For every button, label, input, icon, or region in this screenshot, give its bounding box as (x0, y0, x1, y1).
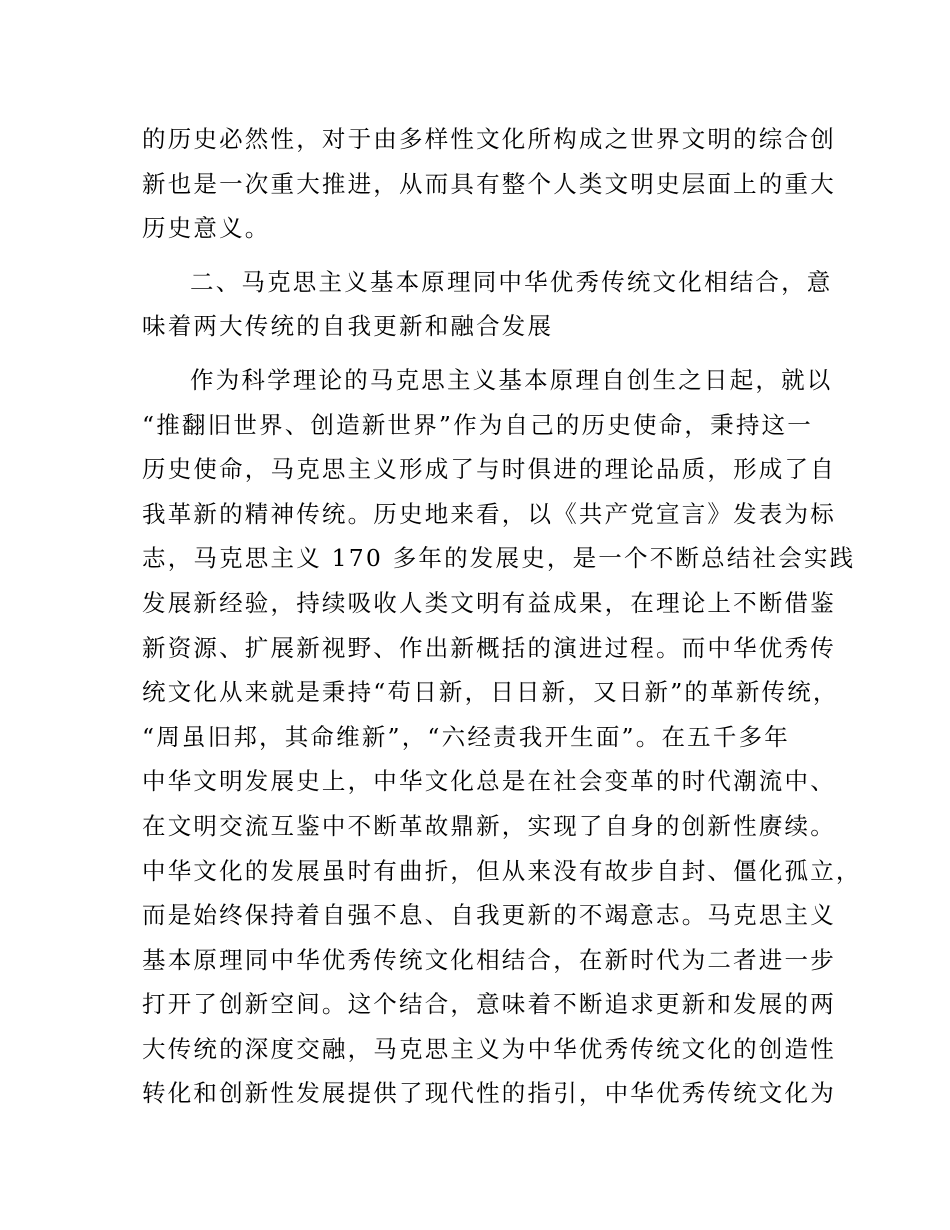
text-line: 基本原理同中华优秀传统文化相结合，在新时代为二者进一步 (142, 945, 836, 974)
text-line: 新资源、扩展新视野、作出新概括的演进过程。而中华优秀传 (142, 633, 836, 662)
section-heading (142, 260, 833, 349)
text-line: 而是始终保持着自强不息、自我更新的不竭意志。马克思主义 (142, 901, 836, 930)
text-line: 我革新的精神传统。历史地来看，以《共产党宣言》发表为标 (142, 499, 836, 528)
heading-line: 二、马克思主义基本原理同中华优秀传统文化相结合，意 (190, 267, 833, 296)
heading-line: 味着两大传统的自我更新和融合发展 (142, 312, 554, 341)
text-line: 中华文明发展史上，中华文化总是在社会变革的时代潮流中、 (142, 767, 836, 796)
text-line: 在文明交流互鉴中不断革故鼎新，实现了自身的创新性赓续。 (142, 811, 836, 840)
text-line: 历史意义。 (142, 214, 271, 243)
text-line: 转化和创新性发展提供了现代性的指引，中华优秀传统文化为 (142, 1079, 836, 1108)
text-line: 新也是一次重大推进，从而具有整个人类文明史层面上的重大 (142, 169, 836, 198)
paragraph-conclusion (142, 117, 836, 251)
text-line: 历史使命，马克思主义形成了与时俱进的理论品质，形成了自 (142, 455, 836, 484)
paragraph-body (142, 358, 862, 1116)
text-line: 作为科学理论的马克思主义基本原理自创生之日起，就以 (190, 365, 833, 394)
text-line: “推翻旧世界、创造新世界”作为自己的历史使命，秉持这一 (142, 410, 813, 439)
text-line: 统文化从来就是秉持“苟日新，日日新，又日新”的革新传统， (142, 678, 839, 707)
text-line: 大传统的深度交融，马克思主义为中华优秀传统文化的创造性 (142, 1034, 836, 1063)
text-line: 发展新经验，持续吸收人类文明有益成果，在理论上不断借鉴 (142, 588, 836, 617)
text-line: “周虽旧邦，其命维新”，“六经责我开生面”。在五千多年 (142, 722, 790, 751)
document-body (142, 117, 862, 1116)
text-line: 中华文化的发展虽时有曲折，但从来没有故步自封、僵化孤立， (142, 856, 862, 885)
text-line: 打开了创新空间。这个结合，意味着不断追求更新和发展的两 (142, 990, 836, 1019)
text-line: 志，马克思主义 170 多年的发展史，是一个不断总结社会实践 (142, 544, 856, 573)
text-line: 的历史必然性，对于由多样性文化所构成之世界文明的综合创 (142, 125, 836, 153)
